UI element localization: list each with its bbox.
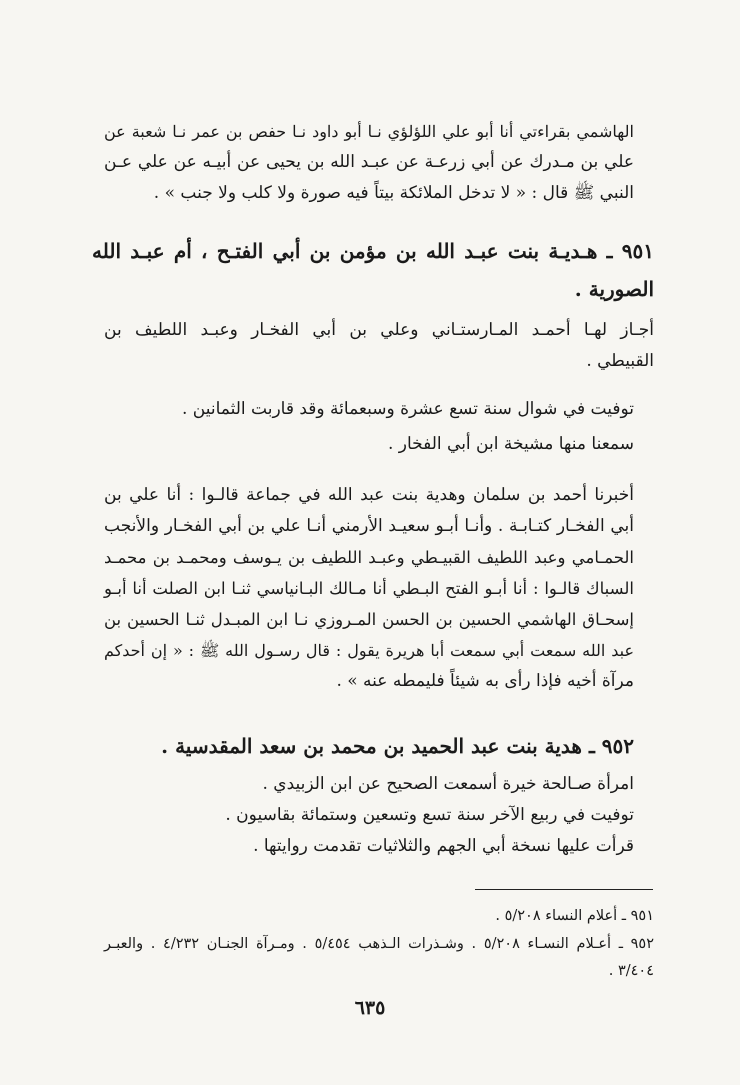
text-line: امرأة صـالحة خيرة أسمعت الصحيح عن ابن الزبيدي . <box>262 774 634 794</box>
text-line: سمعنا منها مشيخة ابن أبي الفخار . <box>387 434 634 454</box>
text-line: عبد الله سمعت أبي سمعت أبا هريرة يقول : قال رسـول الله ﷺ : « إن أحدكم <box>104 641 634 660</box>
page-number: ٦٣٥ <box>354 997 386 1019</box>
entry-951-death <box>104 394 634 425</box>
text-line: الحمـامي وعبد اللطيف القبيـطي وعبـد اللطيف بن يـوسف ومحمـد بن محمـد <box>104 548 634 567</box>
entry-952-body <box>104 769 634 862</box>
text-line: القبيطي . <box>586 351 654 371</box>
text-line: إسحـاق الهاشمي الحسين بن الحسن المـروزي نـا ابن المبـدل ثنـا الحسين بن <box>104 610 634 629</box>
heading-line: ٩٥٢ ـ هدية بنت عبد الحميد بن محمد بن سعد المقدسية . <box>161 734 634 758</box>
footnote-line: ٩٥٢ ـ أعـلام النسـاء ٥/٢٠٨ . وشـذرات الـذهب ٥/٤٥٤ . ومـرآة الجنـان ٤/٢٣٢ . والعبـر <box>104 936 655 952</box>
heading-line: ٩٥١ ـ هـديـة بنت عبـد الله بن مؤمن بن أبي الفتـح ، أم عبـد الله <box>92 239 654 263</box>
text-line: أخبرنا أحمد بن سلمان وهدية بنت عبد الله في جماعة قالـوا : أنا علي بن <box>104 485 634 505</box>
footnote-951 <box>104 903 654 930</box>
heading-line: الصورية . <box>574 277 654 301</box>
text-line: النبي ﷺ قال : « لا تدخل الملائكة بيتاً فيه صورة ولا كلب ولا جنب » . <box>153 183 634 203</box>
footnote-line: ٣/٤٠٤ . <box>608 963 654 979</box>
text-line: الهاشمي بقراءتي أنا أبو علي اللؤلؤي نـا أبو داود نـا حفص بن عمر نـا شعبة عن <box>104 122 634 141</box>
entry-951-ijaza <box>104 315 654 377</box>
text-line: توفيت في شوال سنة تسع عشرة وسبعمائة وقد قاربت الثمانين . <box>181 399 634 419</box>
text-line: أبي الفخـار كتـابـة . وأنـا أبـو سعيـد الأرمني أنـا علي بن أبي الفخـار والأنجب <box>104 516 634 536</box>
text-line: السباك قالـوا : أنا أبـو الفتح البـطي أنا مـالك البـانياسي ثنـا ابن الصلت أنا أبـو <box>104 579 634 598</box>
footnote-divider <box>475 889 653 890</box>
text-line: علي بن مـدرك عن أبي زرعـة عن عبـد الله بن يحيى عن أبيـه عن علي عـن <box>104 152 634 172</box>
text-line: مرآة أخيه فإذا رأى به شيئاً فليمطه عنه » . <box>336 671 634 691</box>
footnote-line: ٩٥١ ـ أعلام النساء ٥/٢٠٨ . <box>495 908 654 924</box>
entry-952-heading <box>104 727 634 765</box>
entry-951-heading <box>92 232 654 308</box>
intro-paragraph <box>104 116 634 209</box>
entry-951-heard <box>104 429 634 460</box>
entry-951-isnad <box>104 480 634 697</box>
text-line: قرأت عليها نسخة أبي الجهم والثلاثيات تقدمت روايتها . <box>253 836 634 856</box>
text-line: توفيت في ربيع الآخر سنة تسع وتسعين وستمائة بقاسيون . <box>225 805 634 825</box>
footnote-952 <box>104 931 654 985</box>
text-line: أجـاز لهـا أحمـد المـارستـاني وعلي بن أبي الفخـار وعبـد اللطيف بن <box>104 320 654 340</box>
